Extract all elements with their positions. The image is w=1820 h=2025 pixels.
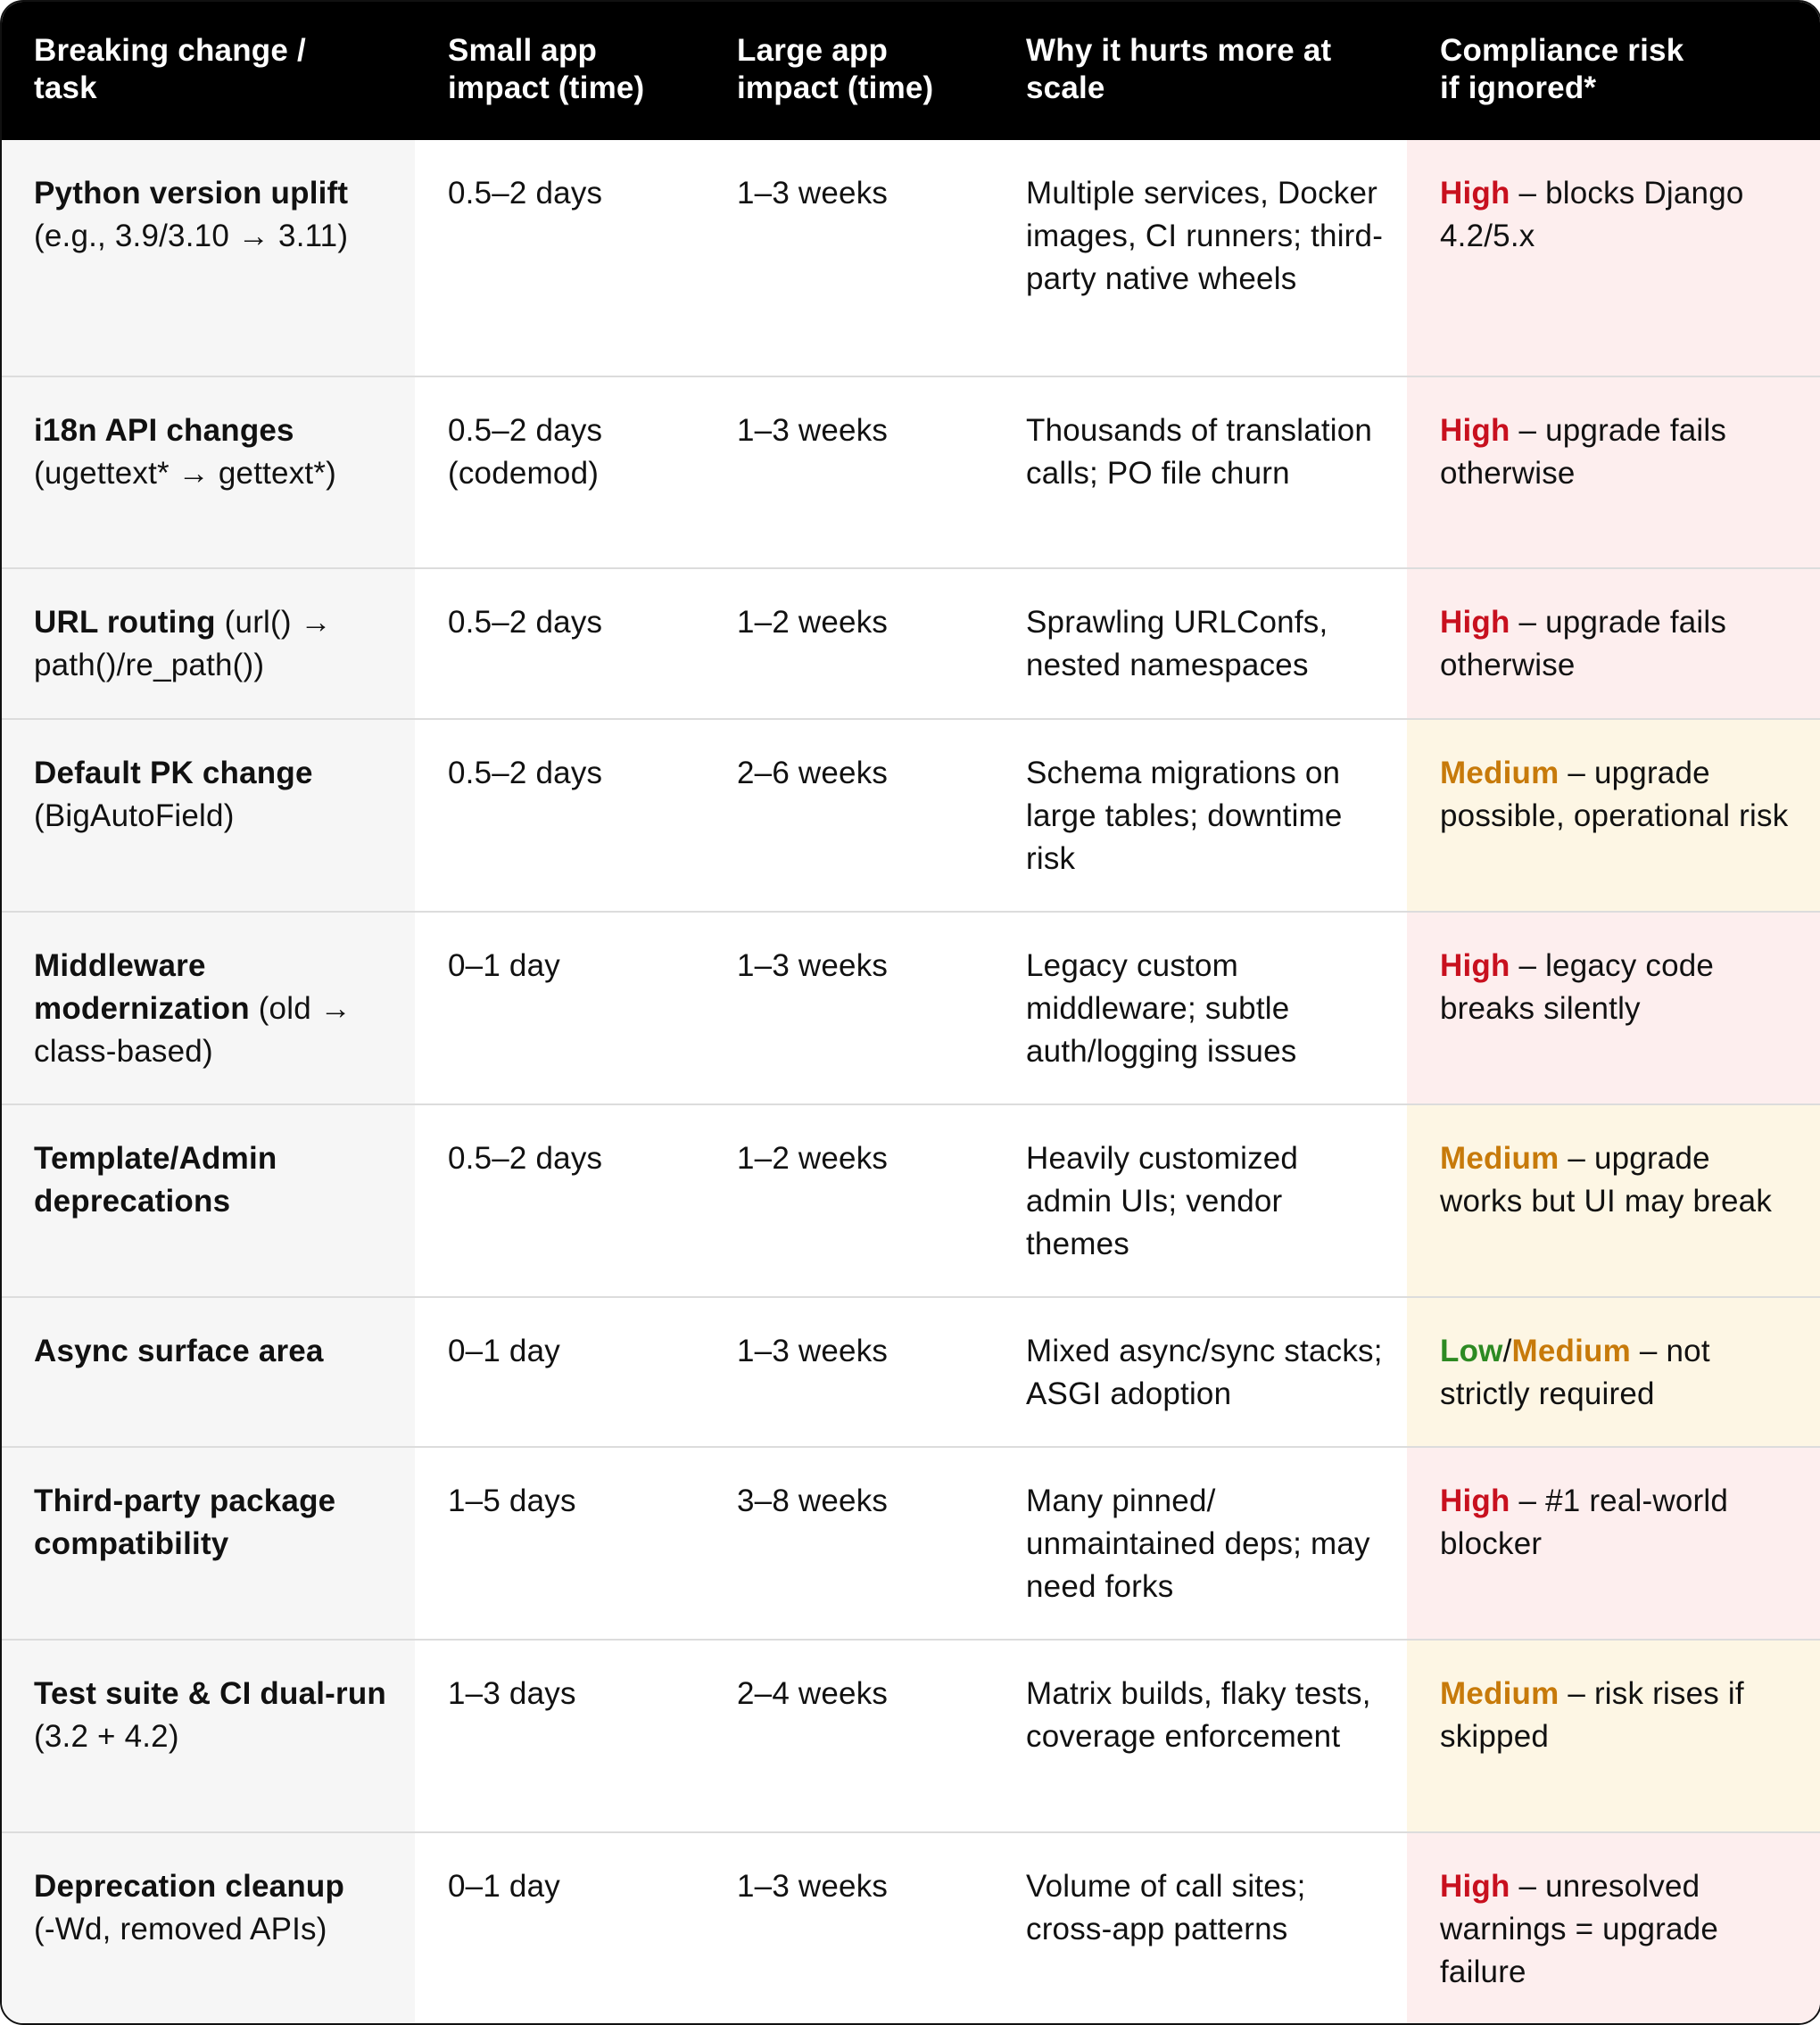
risk-description: – #1 real-world blocker xyxy=(1440,1484,1728,1561)
compliance-risk-cell xyxy=(1440,1480,1797,1566)
task-detail: (url() → path()/re_path()) xyxy=(34,605,332,682)
risk-level-badge: High xyxy=(1440,176,1510,211)
small-app-impact: 0.5–2 days xyxy=(448,756,603,790)
compliance-risk-cell xyxy=(1440,601,1797,687)
table-row xyxy=(2,1446,1820,1641)
task-cell xyxy=(34,1330,400,1373)
risk-level-badge: Low xyxy=(1440,1334,1503,1368)
risk-level-badge: High xyxy=(1440,605,1510,640)
large-app-impact: 1–2 weeks xyxy=(737,1141,889,1176)
large-app-impact: 2–6 weeks xyxy=(737,756,889,790)
risk-description: – blocks Django 4.2/5.x xyxy=(1440,176,1744,253)
risk-description: – upgrade fails otherwise xyxy=(1440,413,1727,491)
task-name: Async surface area xyxy=(34,1334,324,1368)
task-cell xyxy=(34,752,400,838)
why-it-hurts: Matrix builds, flaky tests, coverage enforcement xyxy=(1026,1676,1371,1754)
large-app-impact: 1–3 weeks xyxy=(737,176,889,211)
task-cell xyxy=(34,1137,400,1223)
table-row xyxy=(2,567,1820,720)
task-cell xyxy=(34,1480,400,1566)
small-app-impact: 0–1 day xyxy=(448,1334,560,1368)
task-name: i18n API changes xyxy=(34,413,294,448)
compliance-risk-cell xyxy=(1440,752,1797,838)
task-detail: (ugettext* → gettext*) xyxy=(34,456,337,491)
risk-description: – legacy code breaks silently xyxy=(1440,948,1715,1026)
small-app-impact: 0.5–2 days xyxy=(448,1141,603,1176)
small-app-impact: 0.5–2 days xyxy=(448,605,603,640)
table-row xyxy=(2,376,1820,569)
compliance-risk-cell xyxy=(1440,1865,1797,1994)
small-app-impact: 1–5 days xyxy=(448,1484,576,1518)
why-it-hurts: Volume of call sites; cross-app patterns xyxy=(1026,1869,1306,1946)
task-name: Python version uplift xyxy=(34,176,349,211)
compliance-risk-cell xyxy=(1440,1673,1797,1758)
compliance-risk-cell xyxy=(1440,409,1797,495)
why-it-hurts: Schema migrations on large tables; downtime risk xyxy=(1026,756,1343,876)
table-row xyxy=(2,718,1820,913)
task-name: Test suite & CI dual-run xyxy=(34,1676,387,1711)
task-cell xyxy=(34,945,400,1073)
large-app-impact: 1–3 weeks xyxy=(737,948,889,983)
header-task: Breaking change / task xyxy=(34,33,306,105)
task-name: Template/Admin deprecations xyxy=(34,1141,277,1219)
task-cell xyxy=(34,172,400,258)
task-detail: (old → class-based) xyxy=(34,991,352,1069)
why-it-hurts: Multiple services, Docker images, CI runners; third-party native wheels xyxy=(1026,176,1384,296)
compliance-risk-cell xyxy=(1440,1330,1797,1416)
risk-description: – upgrade fails otherwise xyxy=(1440,605,1727,682)
table-row xyxy=(2,1639,1820,1833)
large-app-impact: 1–3 weeks xyxy=(737,1869,889,1904)
large-app-impact: 2–4 weeks xyxy=(737,1676,889,1711)
risk-level-badge: High xyxy=(1440,413,1510,448)
risk-level-badge-secondary: Medium xyxy=(1511,1334,1631,1368)
why-it-hurts: Many pinned/ unmaintained deps; may need forks xyxy=(1026,1484,1370,1604)
large-app-impact: 1–2 weeks xyxy=(737,605,889,640)
risk-level-badge: High xyxy=(1440,1869,1510,1904)
task-detail: (3.2 + 4.2) xyxy=(34,1719,179,1754)
task-name: Third-party package compatibility xyxy=(34,1484,336,1561)
table-row xyxy=(2,911,1820,1105)
why-it-hurts: Sprawling URLConfs, nested namespaces xyxy=(1026,605,1328,682)
risk-level-badge: Medium xyxy=(1440,1141,1559,1176)
task-detail: (BigAutoField) xyxy=(34,798,235,833)
task-name: Deprecation cleanup xyxy=(34,1869,345,1904)
small-app-impact: 0.5–2 days (codemod) xyxy=(448,413,603,491)
header-why: Why it hurts more at scale xyxy=(1026,33,1332,105)
table-row xyxy=(2,1296,1820,1448)
table-row xyxy=(2,140,1820,376)
risk-level-badge: Medium xyxy=(1440,1676,1559,1711)
why-it-hurts: Legacy custom middleware; subtle auth/logging issues xyxy=(1026,948,1297,1069)
task-cell xyxy=(34,409,400,495)
risk-description: – risk rises if skipped xyxy=(1440,1676,1744,1754)
risk-separator: / xyxy=(1502,1334,1512,1368)
why-it-hurts: Thousands of translation calls; PO file churn xyxy=(1026,413,1373,491)
table-header xyxy=(2,2,1820,140)
task-cell xyxy=(34,1673,400,1758)
large-app-impact: 3–8 weeks xyxy=(737,1484,889,1518)
header-compliance-risk: Compliance risk if ignored* xyxy=(1440,33,1684,105)
risk-level-badge: High xyxy=(1440,948,1510,983)
risk-description: – upgrade works but UI may break xyxy=(1440,1141,1773,1219)
header-small-app: Small app impact (time) xyxy=(448,33,645,105)
compliance-risk-cell xyxy=(1440,172,1797,258)
table-row xyxy=(2,1103,1820,1298)
large-app-impact: 1–3 weeks xyxy=(737,1334,889,1368)
risk-description: – not strictly required xyxy=(1440,1334,1710,1411)
compliance-risk-cell xyxy=(1440,945,1797,1030)
risk-description: – upgrade possible, operational risk xyxy=(1440,756,1789,833)
risk-description: – unresolved warnings = upgrade failure xyxy=(1440,1869,1719,1989)
table-row xyxy=(2,1831,1820,2025)
task-detail: (-Wd, removed APIs) xyxy=(34,1912,327,1946)
header-large-app: Large app impact (time) xyxy=(737,33,934,105)
task-name: URL routing xyxy=(34,605,216,640)
task-name: Default PK change xyxy=(34,756,313,790)
large-app-impact: 1–3 weeks xyxy=(737,413,889,448)
task-cell xyxy=(34,1865,400,1951)
task-detail: (e.g., 3.9/3.10 → 3.11) xyxy=(34,219,349,253)
small-app-impact: 0–1 day xyxy=(448,948,560,983)
small-app-impact: 0–1 day xyxy=(448,1869,560,1904)
small-app-impact: 1–3 days xyxy=(448,1676,576,1711)
small-app-impact: 0.5–2 days xyxy=(448,176,603,211)
task-cell xyxy=(34,601,400,687)
risk-level-badge: High xyxy=(1440,1484,1510,1518)
why-it-hurts: Mixed async/sync stacks; ASGI adoption xyxy=(1026,1334,1383,1411)
why-it-hurts: Heavily customized admin UIs; vendor themes xyxy=(1026,1141,1299,1261)
task-cell-background xyxy=(2,1298,415,1448)
risk-level-badge: Medium xyxy=(1440,756,1559,790)
compliance-risk-cell xyxy=(1440,1137,1797,1223)
task-name: Middleware modernization xyxy=(34,948,250,1026)
